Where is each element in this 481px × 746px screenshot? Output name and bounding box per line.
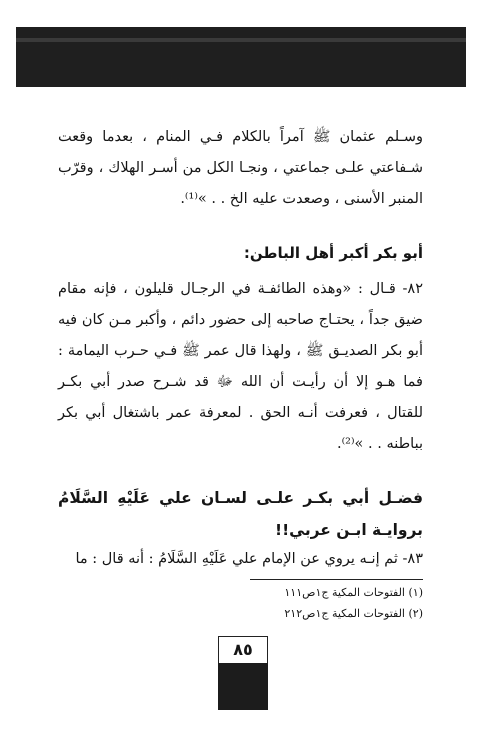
footnote-2: (٢) الفتوحات المكية ج١ص٢١٢ bbox=[284, 607, 423, 620]
paragraph-3: ٨٣- ثم إنـه يروي عن الإمام علي عَلَيْهِ السَّلَامُ : أنه قال : ما bbox=[75, 551, 423, 567]
header-stripe bbox=[16, 38, 466, 42]
section-heading-2: فضـل أبي بكـر علـى لسـان علي عَلَيْهِ السَّلَامُ بروايـة ابـن عربي!! bbox=[58, 489, 423, 539]
footnote-1: (١) الفتوحات المكية ج١ص١١١ bbox=[284, 586, 423, 599]
page-number-bar bbox=[218, 663, 268, 710]
section-heading-1: أبو بكر أكبر أهل الباطن: bbox=[243, 244, 423, 262]
page-number: ٨٥ bbox=[218, 636, 268, 663]
paragraph-1: وسـلم عثمان ﷺ آمراً بالكلام فـي المنام ، بعدما وقعت شـفاعتي علـى جماعتي ، ونجـا الكل من أسـر الهلاك ، وقرّب المنبر الأسنى ، وصعدت عليه الخ . . »⁽¹⁾. bbox=[58, 129, 423, 207]
paragraph-2: ٨٢- قـال : «وهذه الطائفـة في الرجـال قليلون ، فإنه مقام ضيق جداً ، يحتـاج صاحبه إلى حضور دائم ، وأكبر مـن كان فيه أبو بكر الصديـق ﷺ ، ولهذا قال عمر ﷺ فـي حـرب اليمامة : فما هـو إلا أن رأيـت أن الله ﷻ قد شـرح صدر أبي بكـر للقتال ، فعرفت أنـه الحق . لمعرفة عمر باشتغال أبي بكر بباطنه . . »⁽²⁾. bbox=[58, 281, 423, 452]
header-band bbox=[16, 27, 466, 87]
footnote-divider bbox=[250, 579, 423, 580]
